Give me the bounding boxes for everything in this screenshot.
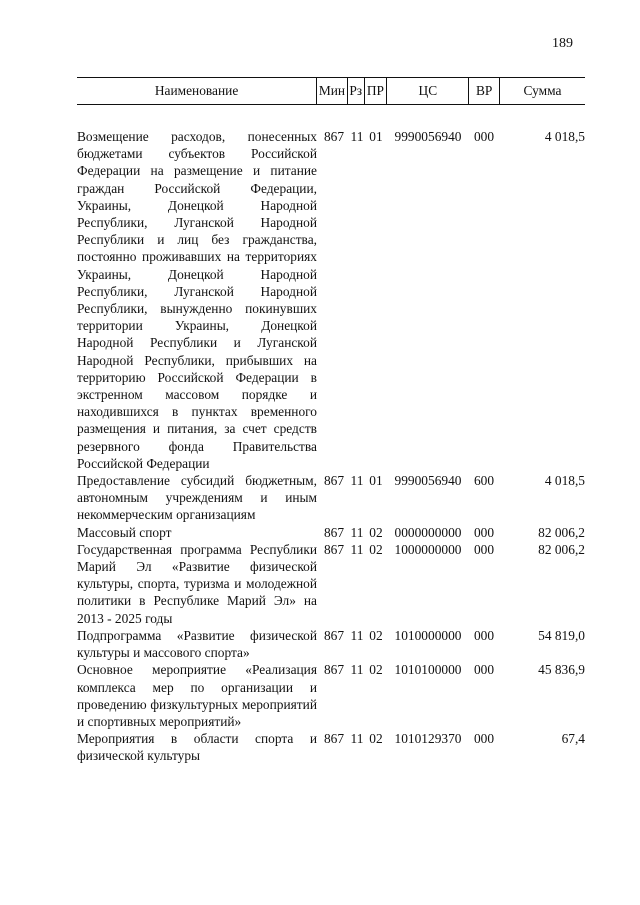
row-sum: 67,4 — [561, 731, 585, 747]
row-min: 867 — [323, 731, 345, 747]
table-row — [77, 730, 585, 764]
page-number: 189 — [552, 36, 573, 51]
row-sum: 82 006,2 — [538, 524, 585, 540]
row-vr: 000 — [473, 129, 495, 144]
row-name: Подпрограмма «Развитие физической культуры и массового спорта» — [77, 627, 317, 661]
table-row — [77, 472, 585, 524]
row-pr: 01 — [369, 473, 383, 489]
row-name: Основное мероприятие «Реализация комплекса мер по организации и проведению физкультурных мероприятий и спортивных мероприятий» — [77, 662, 317, 729]
row-name: Возмещение расходов, понесенных бюджетами субъектов Российской Федерации на размещение и питание граждан Российской Федерации, Украины, Донецкой Народной Республики, Луганской Народной Республики и лиц без гражданства, постоянно проживавших на территориях Украины, Донецкой Народной Республики, Луганской Народной Республики, вынужденно покинувших территории Украины, Донецкой Народной Республики и Луганской Народной Республики, прибывших на территорию Российской Федерации в экстренном массовом порядке и находившихся в пунктах временного размещения и питания, за счет средств резервного фонда Правительства Российской Федерации — [77, 129, 317, 471]
row-rz: 11 — [350, 541, 364, 557]
header-min: Мин — [317, 78, 348, 104]
table-row — [77, 627, 585, 661]
row-name: Предоставление субсидий бюджетным, автономным учреждениям и иным некоммерческим организациям — [77, 473, 317, 523]
row-vr: 000 — [473, 731, 495, 747]
row-cs: 0000000000 — [394, 524, 462, 540]
budget-table — [77, 77, 585, 765]
row-name: Мероприятия в области спорта и физической культуры — [77, 731, 317, 764]
table-row — [77, 524, 585, 541]
row-cs: 1010000000 — [394, 627, 462, 643]
header-cs: ЦС — [387, 78, 469, 104]
row-vr: 000 — [473, 524, 495, 540]
row-name: Государственная программа Республики Марий Эл «Развитие физической культуры, спорта, туризма и молодежной политики в Республике Марий Эл» на 2013 - 2025 годы — [77, 541, 317, 626]
row-cs: 1010100000 — [394, 662, 462, 678]
row-pr: 01 — [369, 129, 383, 144]
table-row — [77, 661, 585, 730]
row-name: Массовый спорт — [77, 524, 172, 540]
header-rz: Рз — [348, 78, 365, 104]
header-name: Наименование — [77, 78, 317, 104]
row-rz: 11 — [350, 524, 364, 540]
row-rz: 11 — [350, 662, 364, 678]
row-pr: 02 — [369, 662, 383, 678]
row-min: 867 — [323, 473, 345, 489]
header-vr: ВР — [469, 78, 500, 104]
header-pr: ПР — [365, 78, 388, 104]
row-cs: 9990056940 — [394, 473, 462, 489]
row-vr: 000 — [473, 541, 495, 557]
row-pr: 02 — [369, 524, 383, 540]
row-rz: 11 — [350, 731, 364, 747]
row-sum: 45 836,9 — [538, 662, 585, 678]
row-pr: 02 — [369, 541, 383, 557]
row-cs: 1010129370 — [394, 731, 462, 747]
row-pr: 02 — [369, 731, 383, 747]
table-row — [77, 541, 585, 627]
row-vr: 600 — [473, 473, 495, 489]
row-rz: 11 — [350, 129, 364, 144]
row-rz: 11 — [350, 627, 364, 643]
row-min: 867 — [323, 662, 345, 678]
header-sum: Сумма — [523, 83, 562, 99]
row-min: 867 — [323, 524, 345, 540]
row-rz: 11 — [350, 473, 364, 489]
row-sum: 4 018,5 — [544, 473, 585, 489]
row-min: 867 — [323, 541, 345, 557]
row-vr: 000 — [473, 662, 495, 678]
row-cs: 1000000000 — [394, 541, 462, 557]
row-min: 867 — [323, 627, 345, 643]
row-sum: 4 018,5 — [544, 129, 585, 144]
table-row — [77, 128, 585, 472]
table-body — [77, 128, 585, 765]
row-cs: 9990056940 — [394, 129, 462, 144]
row-vr: 000 — [473, 627, 495, 643]
row-min: 867 — [323, 129, 345, 144]
row-sum: 54 819,0 — [538, 627, 585, 643]
table-header — [77, 77, 585, 105]
row-sum: 82 006,2 — [538, 541, 585, 557]
row-pr: 02 — [369, 627, 383, 643]
